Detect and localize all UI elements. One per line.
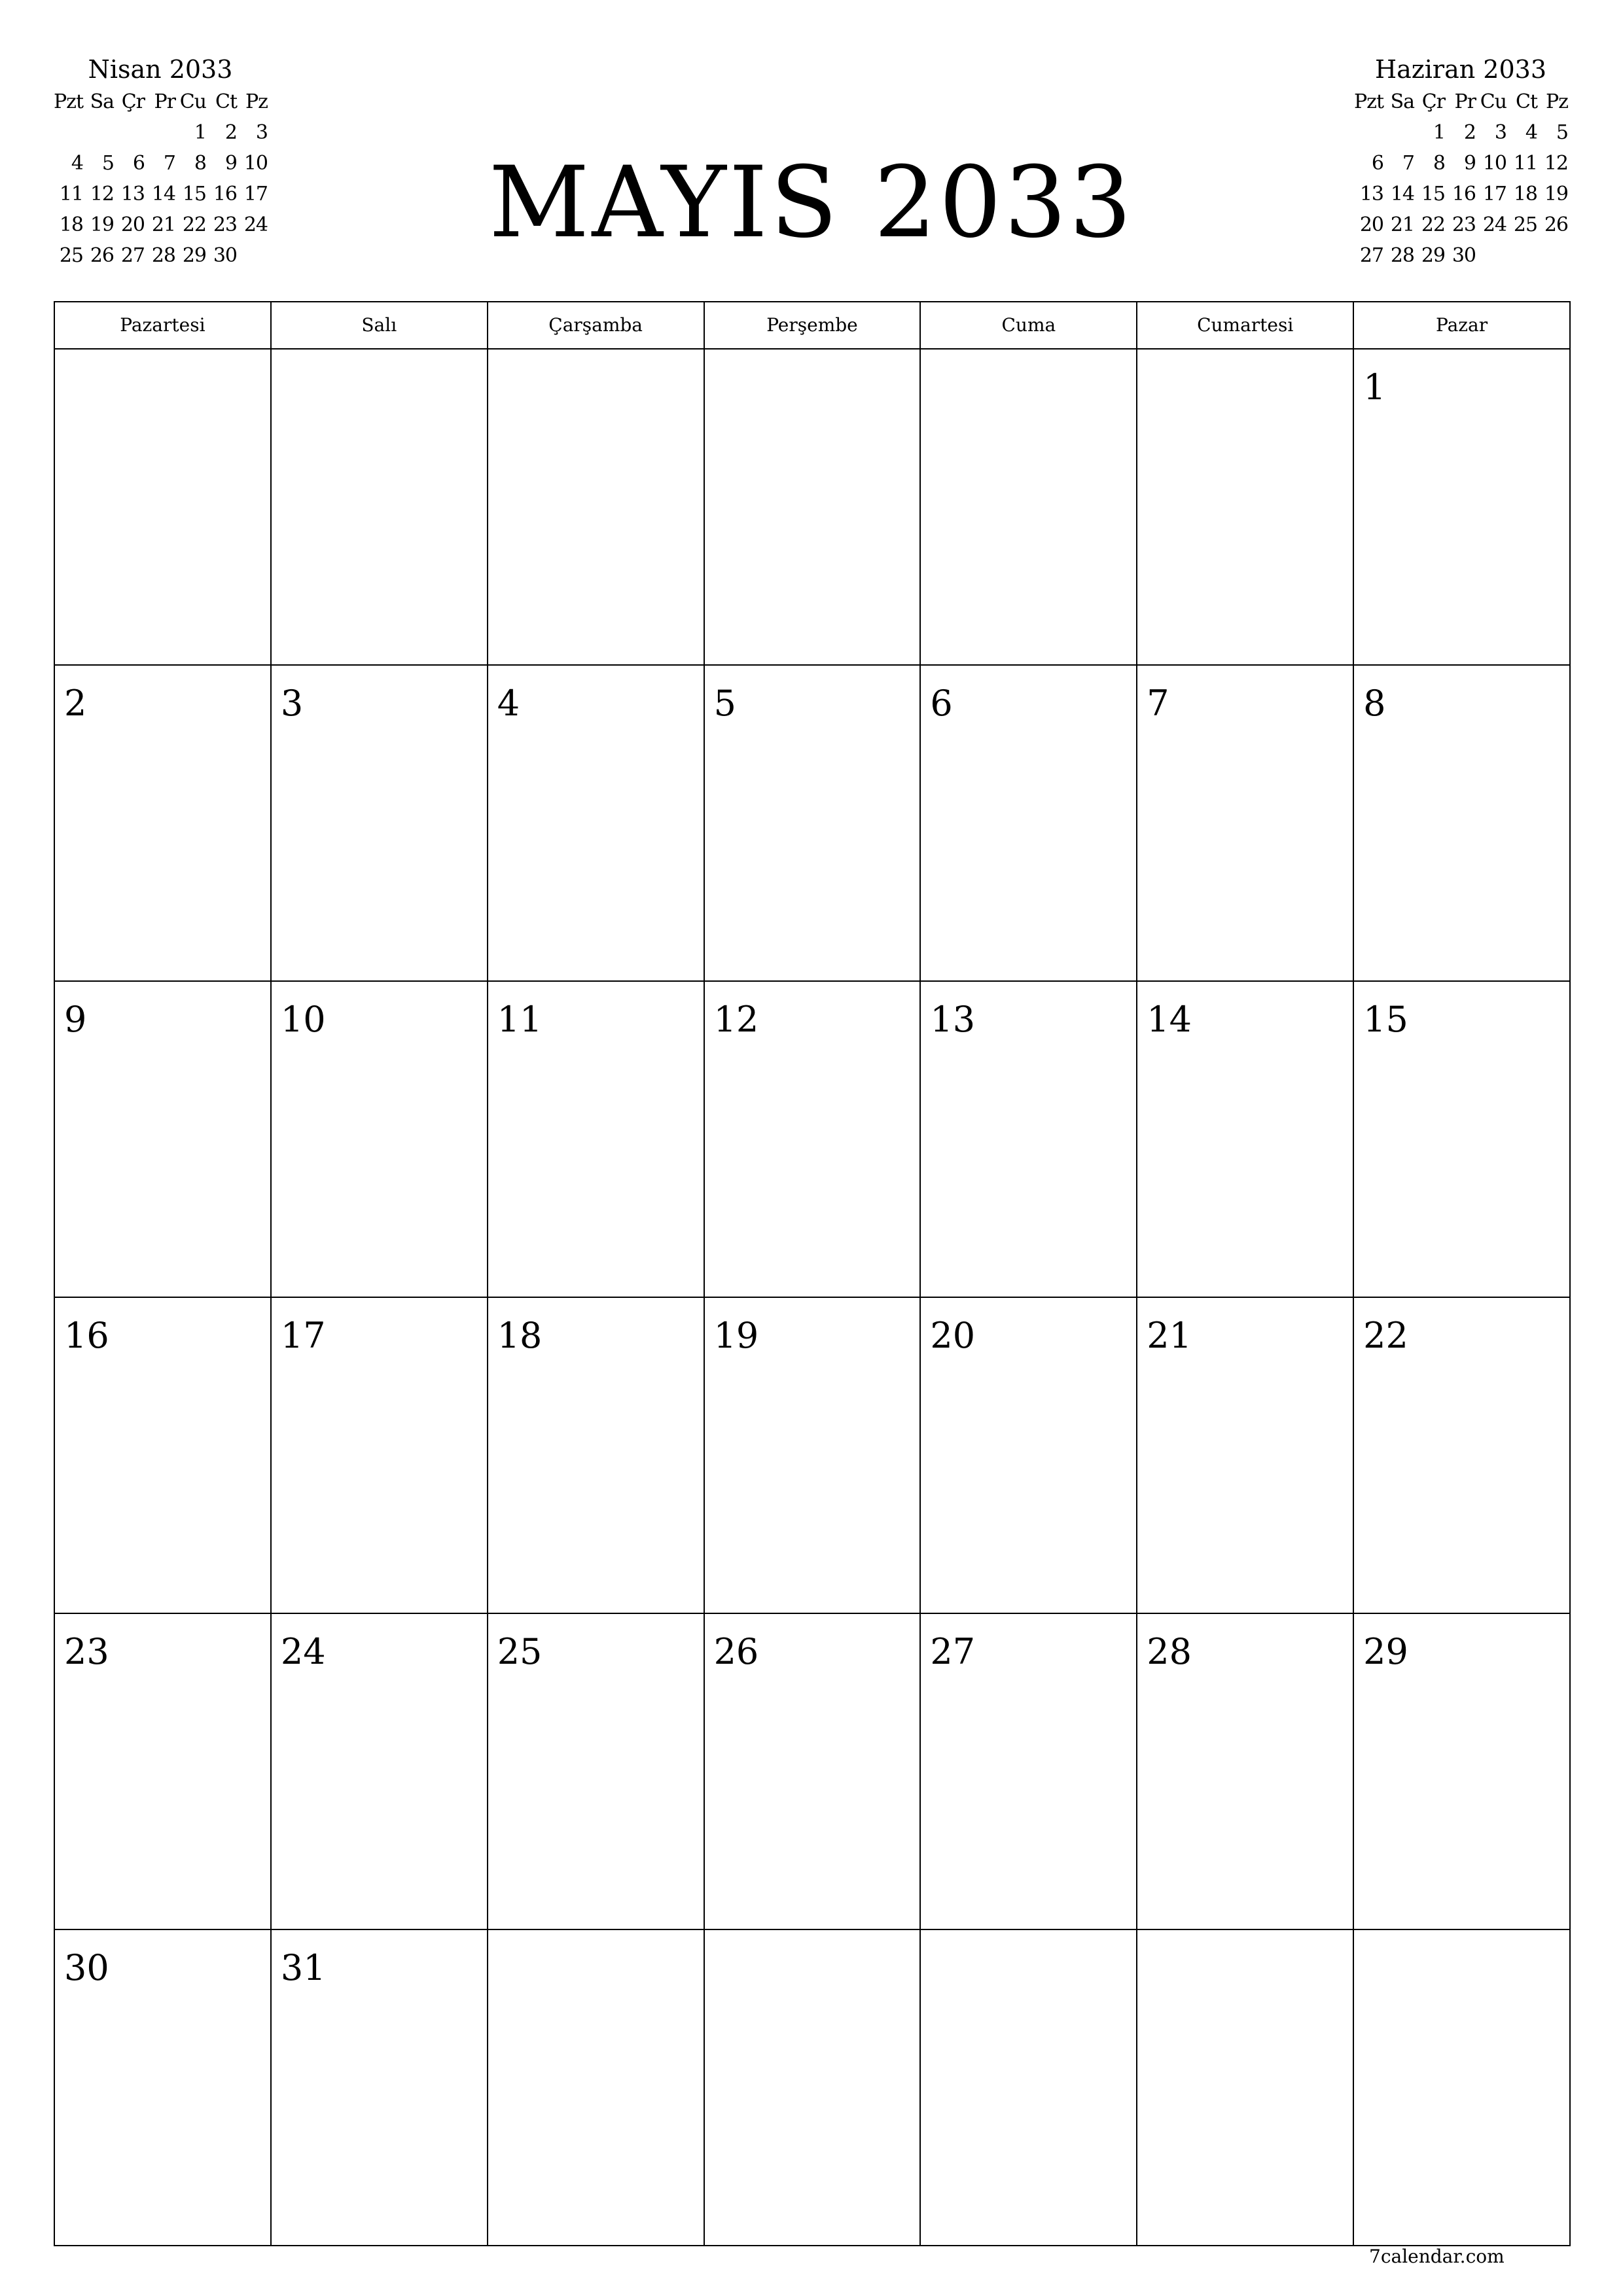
mini-weekday-label: Pzt <box>1353 90 1383 113</box>
day-cell <box>1137 982 1354 1298</box>
mini-day: 1 <box>194 121 206 144</box>
day-number: 14 <box>1147 999 1192 1040</box>
mini-calendar-next-grid <box>1353 86 1568 271</box>
day-cell <box>1354 982 1571 1298</box>
mini-day: 17 <box>243 183 268 206</box>
mini-day: 9 <box>1463 152 1476 175</box>
day-cell <box>55 1930 272 2246</box>
mini-day: 3 <box>1494 121 1507 144</box>
day-cell <box>705 1614 921 1930</box>
mini-weekday-label: Cu <box>1480 90 1507 113</box>
day-cell <box>272 350 488 666</box>
mini-day: 17 <box>1482 183 1507 206</box>
mini-day: 28 <box>151 244 175 267</box>
weekday-label: Çarşamba <box>488 302 705 350</box>
weekday-label: Pazartesi <box>55 302 272 350</box>
day-number: 10 <box>280 999 326 1040</box>
weekday-label: Perşembe <box>705 302 921 350</box>
day-cell <box>1354 350 1571 666</box>
day-number: 19 <box>713 1315 759 1356</box>
mini-day: 3 <box>255 121 268 144</box>
day-number: 21 <box>1147 1315 1192 1356</box>
day-number: 6 <box>930 683 953 724</box>
page-title: MAYIS 2033 <box>488 146 1135 260</box>
day-number: 5 <box>713 683 736 724</box>
mini-day <box>1353 117 1383 148</box>
mini-day: 22 <box>1421 213 1445 236</box>
day-number: 31 <box>280 1947 326 1988</box>
mini-day: 10 <box>1482 152 1507 175</box>
weekday-label: Pazar <box>1354 302 1571 350</box>
day-cell <box>272 1298 488 1614</box>
day-cell <box>921 666 1137 982</box>
day-cell <box>488 1298 705 1614</box>
mini-day: 22 <box>182 213 206 236</box>
mini-day: 4 <box>1525 121 1537 144</box>
day-number: 17 <box>280 1315 326 1356</box>
weekday-label: Cuma <box>921 302 1137 350</box>
day-cell <box>55 982 272 1298</box>
mini-weekday-label: Pz <box>245 90 268 113</box>
mini-day: 20 <box>1359 213 1383 236</box>
day-cell <box>1137 1614 1354 1930</box>
mini-day: 25 <box>1513 213 1537 236</box>
day-cell <box>1137 1930 1354 2246</box>
watermark: 7calendar.com <box>1369 2246 1505 2267</box>
mini-day: 5 <box>1556 121 1568 144</box>
mini-calendar-next-title: Haziran 2033 <box>1374 55 1547 84</box>
mini-day: 25 <box>59 244 83 267</box>
day-cell <box>272 982 488 1298</box>
mini-day: 7 <box>1402 152 1414 175</box>
mini-day: 6 <box>132 152 145 175</box>
day-number: 27 <box>930 1631 976 1672</box>
day-number: 3 <box>280 683 304 724</box>
day-number: 24 <box>280 1631 326 1672</box>
day-cell <box>55 666 272 982</box>
mini-weekday-label: Çr <box>121 90 145 113</box>
day-cell <box>272 1614 488 1930</box>
day-number: 23 <box>64 1631 109 1672</box>
mini-day: 18 <box>59 213 83 236</box>
mini-weekday-label: Cu <box>179 90 206 113</box>
day-cell <box>921 1614 1137 1930</box>
mini-day: 8 <box>1433 152 1445 175</box>
day-cell <box>921 350 1137 666</box>
mini-day: 14 <box>151 183 175 206</box>
mini-day: 21 <box>151 213 175 236</box>
mini-weekday-label: Ct <box>1515 90 1537 113</box>
day-cell <box>921 982 1137 1298</box>
mini-day: 5 <box>101 152 114 175</box>
calendar-days-grid <box>55 350 1571 2246</box>
mini-day: 20 <box>120 213 145 236</box>
mini-day: 29 <box>182 244 206 267</box>
mini-day: 16 <box>213 183 237 206</box>
mini-day: 27 <box>1359 244 1383 267</box>
day-cell <box>705 1298 921 1614</box>
mini-calendar-prev-title: Nisan 2033 <box>88 55 233 84</box>
day-number: 25 <box>497 1631 543 1672</box>
day-number: 15 <box>1363 999 1408 1040</box>
day-number: 22 <box>1363 1315 1408 1356</box>
mini-day: 14 <box>1390 183 1414 206</box>
weekday-label: Salı <box>272 302 488 350</box>
day-cell <box>1354 1930 1571 2246</box>
mini-day: 12 <box>90 183 114 206</box>
day-number: 18 <box>497 1315 543 1356</box>
mini-day: 21 <box>1390 213 1414 236</box>
mini-day: 4 <box>71 152 83 175</box>
mini-day: 6 <box>1371 152 1383 175</box>
mini-weekday-label: Pr <box>1454 90 1476 113</box>
weekday-header <box>55 302 1571 350</box>
day-number: 1 <box>1363 367 1386 408</box>
day-number: 26 <box>713 1631 759 1672</box>
mini-day: 11 <box>59 183 83 206</box>
mini-weekday-label: Pz <box>1546 90 1568 113</box>
mini-day: 26 <box>1544 213 1568 236</box>
day-number: 11 <box>497 999 543 1040</box>
day-cell <box>1354 1298 1571 1614</box>
mini-weekday-label: Ct <box>215 90 237 113</box>
day-cell <box>1137 350 1354 666</box>
mini-day: 10 <box>243 152 268 175</box>
day-cell <box>705 666 921 982</box>
mini-day: 8 <box>194 152 206 175</box>
day-cell <box>1354 1614 1571 1930</box>
day-cell <box>1137 1298 1354 1614</box>
day-cell <box>705 350 921 666</box>
day-number: 30 <box>64 1947 109 1988</box>
mini-weekday-label: Pzt <box>53 90 83 113</box>
mini-weekday-label: Sa <box>90 90 114 113</box>
mini-calendar-next <box>1353 52 1569 271</box>
mini-day: 9 <box>224 152 237 175</box>
mini-day: 13 <box>120 183 145 206</box>
day-cell <box>488 350 705 666</box>
mini-day: 24 <box>243 213 268 236</box>
day-cell <box>921 1930 1137 2246</box>
day-number: 29 <box>1363 1631 1408 1672</box>
day-cell <box>488 982 705 1298</box>
mini-day: 13 <box>1359 183 1383 206</box>
mini-day: 19 <box>90 213 114 236</box>
mini-day: 2 <box>224 121 237 144</box>
mini-day: 12 <box>1544 152 1568 175</box>
day-cell <box>272 666 488 982</box>
day-cell <box>488 1930 705 2246</box>
mini-day <box>1383 117 1414 148</box>
mini-day: 23 <box>1452 213 1476 236</box>
mini-day: 30 <box>1452 244 1476 267</box>
day-cell <box>705 1930 921 2246</box>
mini-day <box>1537 240 1568 271</box>
day-number: 12 <box>713 999 759 1040</box>
mini-day <box>1476 240 1507 271</box>
mini-day: 29 <box>1421 244 1445 267</box>
day-cell <box>488 666 705 982</box>
day-cell <box>55 1298 272 1614</box>
day-cell <box>272 1930 488 2246</box>
mini-day: 28 <box>1390 244 1414 267</box>
day-cell <box>55 350 272 666</box>
day-number: 9 <box>64 999 87 1040</box>
day-number: 4 <box>497 683 520 724</box>
mini-day: 15 <box>182 183 206 206</box>
mini-day: 23 <box>213 213 237 236</box>
day-number: 13 <box>930 999 976 1040</box>
day-number: 7 <box>1147 683 1169 724</box>
day-cell <box>1137 666 1354 982</box>
day-cell <box>705 982 921 1298</box>
mini-day: 2 <box>1463 121 1476 144</box>
mini-day <box>1507 240 1537 271</box>
mini-day: 18 <box>1513 183 1537 206</box>
day-number: 16 <box>64 1315 109 1356</box>
mini-day: 24 <box>1482 213 1507 236</box>
mini-day: 15 <box>1421 183 1445 206</box>
mini-weekday-label: Sa <box>1390 90 1414 113</box>
day-cell <box>1354 666 1571 982</box>
day-number: 2 <box>64 683 87 724</box>
day-number: 28 <box>1147 1631 1192 1672</box>
mini-day: 7 <box>163 152 175 175</box>
day-number: 20 <box>930 1315 976 1356</box>
mini-day: 27 <box>120 244 145 267</box>
month-calendar <box>54 301 1571 2246</box>
mini-day: 26 <box>90 244 114 267</box>
mini-weekday-label: Çr <box>1421 90 1445 113</box>
day-cell <box>921 1298 1137 1614</box>
day-cell <box>488 1614 705 1930</box>
day-cell <box>55 1614 272 1930</box>
mini-day: 30 <box>213 244 237 267</box>
mini-weekday-label: Pr <box>154 90 175 113</box>
weekday-label: Cumartesi <box>1137 302 1354 350</box>
mini-day: 1 <box>1433 121 1445 144</box>
mini-day: 19 <box>1544 183 1568 206</box>
mini-day: 11 <box>1513 152 1537 175</box>
mini-day: 16 <box>1452 183 1476 206</box>
day-number: 8 <box>1363 683 1386 724</box>
